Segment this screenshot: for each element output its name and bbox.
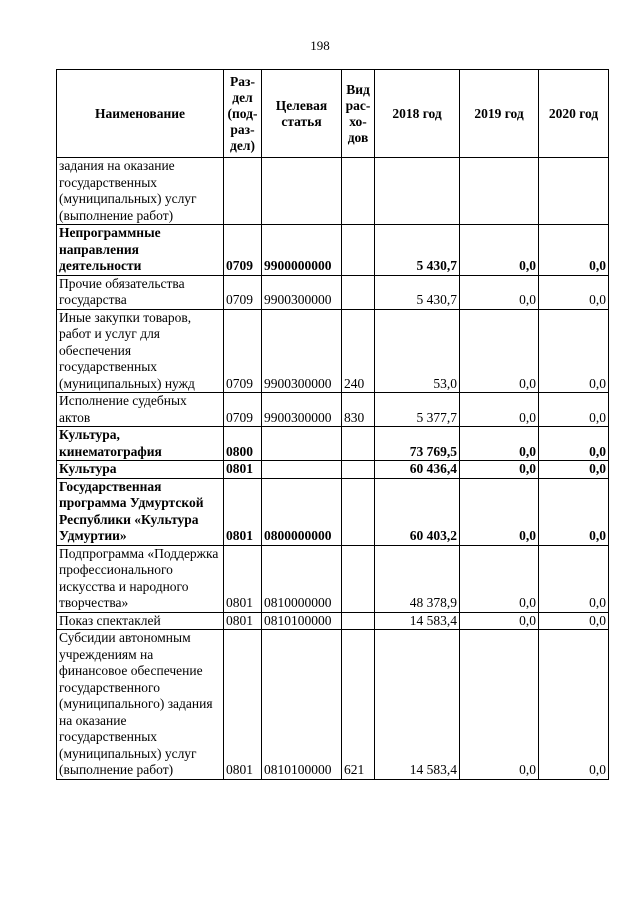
table-header-row (57, 70, 609, 158)
row-expense-type: 621 (342, 630, 375, 780)
row-expense-type (342, 158, 375, 225)
header-2019: 2019 год (460, 70, 539, 158)
row-2020: 0,0 (539, 461, 609, 479)
table-row (57, 309, 609, 393)
row-expense-type (342, 545, 375, 612)
page-number: 198 (310, 38, 330, 53)
header-expense-type-line: рас- (345, 97, 371, 113)
row-target: 0810100000 (262, 630, 342, 780)
row-expense-type (342, 461, 375, 479)
header-2018: 2018 год (375, 70, 460, 158)
row-2018: 5 430,7 (375, 275, 460, 309)
row-expense-type (342, 225, 375, 276)
row-section: 0801 (224, 612, 262, 630)
row-2019: 0,0 (460, 275, 539, 309)
header-2020: 2020 год (539, 70, 609, 158)
row-expense-type (342, 427, 375, 461)
row-section: 0709 (224, 275, 262, 309)
row-2020: 0,0 (539, 630, 609, 780)
row-target: 0810000000 (262, 545, 342, 612)
header-expense-type-line: дов (347, 129, 369, 145)
row-section: 0801 (224, 478, 262, 545)
header-section-line: раз- (230, 121, 255, 137)
row-name: Государственная программа Удмуртской Республики «Культура Удмуртии» (57, 478, 224, 545)
row-target: 0800000000 (262, 478, 342, 545)
row-section: 0800 (224, 427, 262, 461)
row-2020: 0,0 (539, 427, 609, 461)
row-2019: 0,0 (460, 393, 539, 427)
row-2019: 0,0 (460, 309, 539, 393)
row-expense-type (342, 478, 375, 545)
header-section-line: (под- (227, 105, 258, 121)
row-2019: 0,0 (460, 630, 539, 780)
row-2019: 0,0 (460, 478, 539, 545)
row-2020: 0,0 (539, 612, 609, 630)
header-section-line: Раз- (230, 73, 255, 89)
row-2018: 5 377,7 (375, 393, 460, 427)
budget-table (56, 69, 609, 780)
row-name: Культура, кинематография (57, 427, 224, 461)
row-2020: 0,0 (539, 225, 609, 276)
row-target (262, 461, 342, 479)
row-name: Непрограммные направления деятельности (57, 225, 224, 276)
row-2018 (375, 158, 460, 225)
row-2018: 48 378,9 (375, 545, 460, 612)
table-row (57, 393, 609, 427)
table-row (57, 275, 609, 309)
row-target (262, 427, 342, 461)
header-target (262, 70, 342, 158)
header-expense-type-line: хо- (349, 113, 367, 129)
row-section: 0709 (224, 393, 262, 427)
row-expense-type: 240 (342, 309, 375, 393)
row-2018: 60 436,4 (375, 461, 460, 479)
row-name: Прочие обязательства государства (57, 275, 224, 309)
row-section: 0801 (224, 630, 262, 780)
row-2018: 60 403,2 (375, 478, 460, 545)
header-section (224, 70, 262, 158)
row-2020 (539, 158, 609, 225)
table-row (57, 461, 609, 479)
row-2019 (460, 158, 539, 225)
row-target: 0810100000 (262, 612, 342, 630)
row-target: 9900000000 (262, 225, 342, 276)
row-2020: 0,0 (539, 545, 609, 612)
row-2019: 0,0 (460, 612, 539, 630)
row-2018: 53,0 (375, 309, 460, 393)
row-target (262, 158, 342, 225)
header-target-line: Целевая (275, 97, 328, 113)
row-name: Иные закупки товаров, работ и услуг для обеспечения государственных (муниципальных) нужд (57, 309, 224, 393)
row-2019: 0,0 (460, 427, 539, 461)
row-expense-type (342, 275, 375, 309)
row-name: задания на оказание государственных (муниципальных) услуг (выполнение работ) (57, 158, 224, 225)
row-name: Культура (57, 461, 224, 479)
row-2020: 0,0 (539, 275, 609, 309)
header-expense-type-line: Вид (346, 81, 370, 97)
header-expense-type (342, 70, 375, 158)
row-2020: 0,0 (539, 309, 609, 393)
row-name: Субсидии автономным учреждениям на финансовое обеспечение государственного (муниципального) задания на оказание государственных (муниципальных) услуг (выполнение работ) (57, 630, 224, 780)
table-row (57, 158, 609, 225)
row-2019: 0,0 (460, 225, 539, 276)
row-target: 9900300000 (262, 275, 342, 309)
row-2020: 0,0 (539, 393, 609, 427)
table-row (57, 225, 609, 276)
table-row (57, 612, 609, 630)
row-section (224, 158, 262, 225)
table-row (57, 545, 609, 612)
row-section: 0801 (224, 545, 262, 612)
row-expense-type (342, 612, 375, 630)
table-row (57, 630, 609, 780)
row-section: 0709 (224, 225, 262, 276)
row-expense-type: 830 (342, 393, 375, 427)
row-2019: 0,0 (460, 461, 539, 479)
header-section-line: дел) (230, 137, 255, 153)
row-2018: 5 430,7 (375, 225, 460, 276)
row-target: 9900300000 (262, 393, 342, 427)
row-2018: 14 583,4 (375, 630, 460, 780)
table-row (57, 427, 609, 461)
row-2020: 0,0 (539, 478, 609, 545)
row-name: Исполнение судебных актов (57, 393, 224, 427)
table-row (57, 478, 609, 545)
row-2018: 14 583,4 (375, 612, 460, 630)
header-name: Наименование (57, 70, 224, 158)
row-2018: 73 769,5 (375, 427, 460, 461)
row-name: Показ спектаклей (57, 612, 224, 630)
row-name: Подпрограмма «Поддержка профессионального искусства и народного творчества» (57, 545, 224, 612)
row-section: 0801 (224, 461, 262, 479)
header-target-line: статья (281, 113, 322, 129)
row-2019: 0,0 (460, 545, 539, 612)
header-section-line: дел (232, 89, 253, 105)
row-target: 9900300000 (262, 309, 342, 393)
row-section: 0709 (224, 309, 262, 393)
